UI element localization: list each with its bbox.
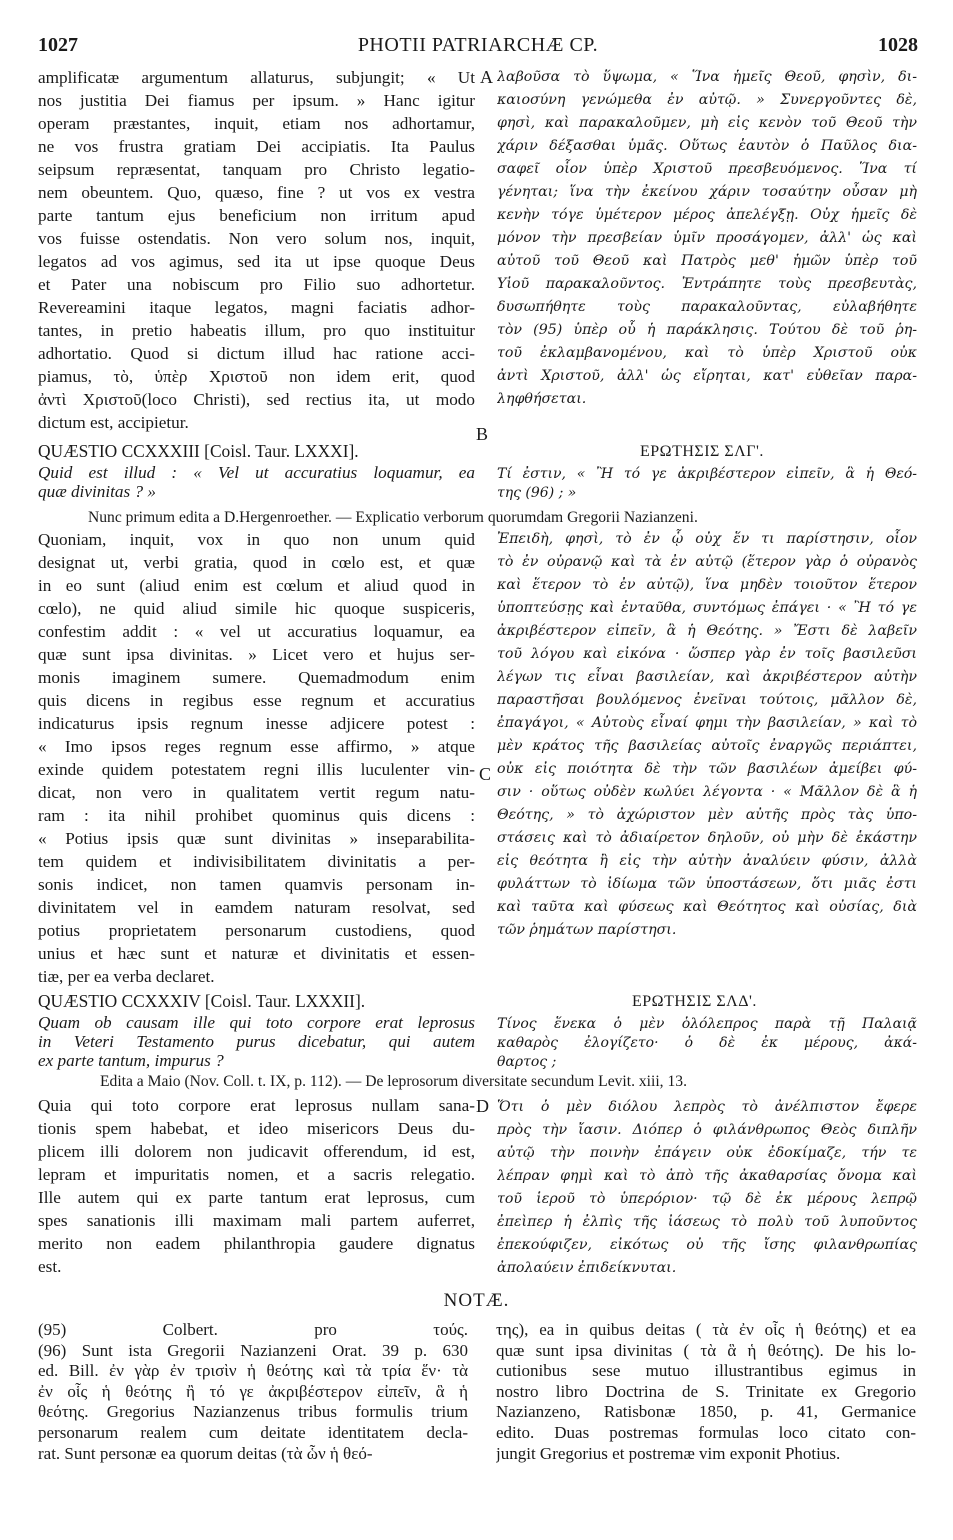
greek-text-line: δυσωπήθητε τοὺς παρακαλοῦντας, εὐλαβήθητε xyxy=(497,299,917,315)
latin-text-line: Ille autem qui ex parte tantum erat leprosus, cum xyxy=(38,1188,475,1207)
question-234-greek-title xyxy=(497,1015,917,1072)
greek-text-line: τῶν ῥημάτων παρίστησι. xyxy=(497,922,677,938)
latin-text-line: tem quidem et indivisibilitatem divinitatis a per- xyxy=(38,852,475,871)
greek-text-line: τοῦ ἐκλαμβανομένου, καὶ τὸ ὑπὲρ Χριστοῦ οὐκ xyxy=(497,345,917,361)
latin-text-line: nem obeuntem. Quo, quæso, fine ? ut vos ex vestra xyxy=(38,183,475,202)
greek-text-line: εἰς θεότητα ἢ εἰς τὴν αὐτὴν ἀναλύειν φύσιν, ἀλλὰ xyxy=(497,853,917,869)
footnote-line: nostro libro Doctrina de S. Trinitate ex Gregorio xyxy=(496,1381,916,1401)
footnote-line: quæ sunt ipsa divinitas ( τὰ ἃ ἡ θεότης). De his lo- xyxy=(496,1340,916,1360)
latin-text-line: et Pater una nobiscum pro Filio suo adhortetur. xyxy=(38,275,475,294)
latin-text-line: adhortatio. Quod si dictum illud hac ratione acci- xyxy=(38,344,475,363)
greek-text-line: Ὅτι ὁ μὲν διόλου λεπρὸς τὸ ἀνέλπιστον ἔφερε xyxy=(497,1099,917,1115)
latin-text-line: cœlo), ne quid aliud simile hic quoque suspiceris, xyxy=(38,599,475,618)
latin-text-line: « Potius ipsis quæ sunt divinitas » inseparabilita- xyxy=(38,829,475,848)
notes-heading: NOTÆ. xyxy=(443,1290,510,1311)
greek-text-line: ἐπεκούφιζεν, εἰκότως οὐ τῆς ἴσης φιλανθρωπίας xyxy=(497,1237,917,1253)
greek-text-line: τὸν (95) ὑπὲρ οὗ ἡ παράκλησις. Τούτου δὲ τοῦ ῥη- xyxy=(497,322,917,338)
question-title-line: in Veteri Testamento purus dicebatur, qui autem xyxy=(38,1032,475,1051)
greek-text-line: αὐτοῦ τοῦ Θεοῦ καὶ Πατρὸς μεθ' ἡμῶν ὑπὲρ τοῦ xyxy=(497,253,917,269)
greek-text-line: ὑποπτεύσῃς καὶ ἐνταῦθα, συντόμως ἐπάγει · « Ἢ τό γε xyxy=(497,600,917,616)
greek-text-line: γένηται; ἵνα τὴν ἐκείνου χάριν τοσαύτην οὖσαν μὴ xyxy=(497,184,917,200)
greek-text-line: σιν · οὕτως οὐδὲν κωλύει λέγοντα · « Μᾶλλον δὲ ἃ ἡ xyxy=(497,784,917,800)
footnote-line: edito. Duas postremas formulas loco citato con- xyxy=(496,1422,916,1442)
latin-text-line: tantes, in pretio habeatis illum, pro quo instituitur xyxy=(38,321,475,340)
question-233-edition-note: Nunc primum edita a D.Hergenroether. — Explicatio verborum quorumdam Gregorii Nazianzeni. xyxy=(88,509,698,526)
latin-text-line: quæ sunt ipsa divinitas. » Licet vero et hujus ser- xyxy=(38,645,475,664)
greek-text-line: ἀπολαύειν ἐπιδείκνυται. xyxy=(497,1260,677,1276)
greek-question-title-line: της (96) ; » xyxy=(497,485,577,501)
latin-text-line: designat ut, verbi gratia, quod in cœlo est, et quæ xyxy=(38,553,475,572)
footnote-line: personarum realem cum deitate identitatem decla- xyxy=(38,1422,468,1442)
footnote-line: ἐν οἷς ἡ θεότης ἢ τό γε ἀκριβέστερον εἰπεῖν, ἃ ἡ xyxy=(38,1381,468,1401)
greek-text-line: λαβοῦσα τὸ ὕψωμα, « Ἵνα ἡμεῖς Θεοῦ, φησὶν, δι- xyxy=(497,69,917,85)
question-234-edition-note: Edita a Maio (Nov. Coll. t. IX, p. 112). — De leprosorum diversitate secundum Levit. xiii, 13. xyxy=(100,1073,687,1090)
latin-text-line: exinde quidem potestatem regni illis luculenter vin- xyxy=(38,760,475,779)
greek-text-line: παραστῆσαι βουλόμενος ἐνεῖναι τούτοις, μᾶλλον δὲ, xyxy=(497,692,917,708)
greek-text-line: τοῦ ἱεροῦ τὸ ὑπερόριον· τῷ δὲ ἐκ μέρους λεπρῷ xyxy=(497,1191,917,1207)
page-header xyxy=(38,34,918,60)
greek-text-line: τὸ ἐν οὐρανῷ καὶ τὰ ἐν αὐτῷ (ἕτερον γὰρ ὁ οὐρανὸς xyxy=(497,554,917,570)
footnote-line: rat. Sunt personæ ea quorum deitas (τὰ ὧν ἡ θεό- xyxy=(38,1443,373,1463)
greek-column-bottom xyxy=(497,1096,917,1280)
greek-text-line: μόνον τὴν πρεσβείαν ὑμῖν προσάγομεν, ἀλλ' ὡς καὶ xyxy=(497,230,917,246)
greek-text-line: Θεότης, » τὸ ἀχώριστον μὲν αὐτῆς πρὸς τὰς ὑπο- xyxy=(497,807,917,823)
latin-text-line: indicaturus ipsis regnum inesse adjicere potest : xyxy=(38,714,475,733)
greek-text-line: φησὶ, καὶ παρακαλοῦμεν, μὴ εἰς κενὸν τοῦ Θεοῦ τὴν xyxy=(497,115,917,131)
footnote-line: cutionibus sese mutuo illustrantibus egimus in xyxy=(496,1361,916,1381)
question-title-line: quæ divinitas ? » xyxy=(38,482,156,501)
running-title: PHOTII PATRIARCHÆ CP. xyxy=(357,34,599,56)
footnote-line: της), ea in quibus deitas ( τὰ ἐν οἷς ἡ θεότης) et ea xyxy=(496,1320,916,1339)
greek-question-title-line: καθαρὸς ἐλογίζετο· ὁ δὲ ἐκ μέρους, ἀκά- xyxy=(497,1035,917,1051)
latin-text-line: tionis spem habebat, et ideo misericors Deus du- xyxy=(38,1119,475,1138)
latin-text-line: unius et hæc sunt et naturæ et divinitatis et essen- xyxy=(38,944,475,963)
footnote-line: jungit Gregorius et postremæ vim exponit Photius. xyxy=(496,1443,841,1463)
footnotes-right xyxy=(496,1320,916,1464)
latin-text-line: dicat, non vero in qualitatem vertit regum natu- xyxy=(38,783,475,802)
latin-text-line: quis dicens in regibus esse regnum et accuratius xyxy=(38,691,475,710)
footnote-line: θεότης. Gregorius Nazianzenus tribus formulis trium xyxy=(38,1402,468,1422)
latin-text-line: « Imo ipsos reges regnum esse affirmo, » atque xyxy=(38,737,475,756)
greek-column-top xyxy=(497,66,917,411)
latin-column-middle xyxy=(38,528,475,988)
footnote-line: (96) Sunt ista Gregorii Nazianzeni Orat. 39 p. 630 xyxy=(38,1340,468,1360)
greek-text-line: λέπραν φημὶ καὶ τὸ ἀπὸ τῆς ἀκαθαρσίας ὄνομα καὶ xyxy=(497,1168,917,1184)
latin-text-line: spes sanationis illi maximam mali partem auferret, xyxy=(38,1211,475,1230)
latin-text-line: monis imaginem sumere. Quemadmodum enim xyxy=(38,668,475,687)
latin-text-line: sonis indicet, non tamen quamvis personam in- xyxy=(38,875,475,894)
latin-text-line: tiæ, per ea verba declaret. xyxy=(38,967,215,986)
latin-text-line: vos fuisse ostendatis. Non vero solum nos, inquit, xyxy=(38,229,475,248)
greek-text-line: καὶ ἕτερον τὸ ἐν αὐτῷ), ἵνα μηδὲν τοιοῦτον ἕτερον xyxy=(497,577,917,593)
question-233-heading: QUÆSTIO CCXXXIII [Coisl. Taur. LXXXI]. xyxy=(38,441,359,461)
latin-text-line: piamus, τὸ, ὑπὲρ Χριστοῦ non idem erit, quod xyxy=(38,367,475,386)
greek-text-line: Ἐπειδὴ, φησὶ, τὸ ἐν ᾧ οὐχ ἕν τι παρίστησιν, οἷον xyxy=(497,531,917,547)
latin-text-line: dictum est, accipietur. xyxy=(38,413,189,432)
greek-text-line: καιοσύνη γενώμεθα ἐν αὐτῷ. » Συνεργοῦντες δὲ, xyxy=(497,92,917,108)
greek-text-line: κενὴν τόγε ὑμέτερον μέρος ἀπελέγξῃ. Οὐχ ἡμεῖς δὲ xyxy=(497,207,917,223)
greek-text-line: χάριν δέξασθαι ὑμᾶς. Οὕτως ἑαυτὸν ὁ Παῦλος δια- xyxy=(497,138,917,154)
greek-text-line: ἐπεὶπερ ἡ ἐλπὶς τῆς ἰάσεως τὸ πολὺ τοῦ λυποῦντος xyxy=(497,1214,917,1230)
footnote-line: Nazianzeno, Ratisbonæ 1850, p. 41, Germanice xyxy=(496,1402,916,1422)
page-number-right: 1028 xyxy=(878,34,918,56)
greek-question-title-line: Τίνος ἕνεκα ὁ μὲν ὁλόλεπρος παρὰ τῇ Παλαιᾷ xyxy=(497,1016,917,1032)
latin-text-line: parte tantum ejus beneficium non irritum apud xyxy=(38,206,475,225)
question-title-line: Quid est illud : « Vel ut accuratius loquamur, ea xyxy=(38,463,475,482)
latin-text-line: nos justitia Dei fiamus per ipsum. » Hanc igitur xyxy=(38,91,475,110)
question-234-greek-heading: ΕΡΩΤΗΣΙΣ ΣΛΔ'. xyxy=(632,993,757,1010)
question-title-line: ex parte tantum, impurus ? xyxy=(38,1051,224,1070)
latin-text-line: ἀντὶ Χριστοῦ(loco Christi), sed rectius ita, ut modo xyxy=(38,390,475,409)
latin-text-line: lepram et impuritatis nomen, et a sacris relegatio. xyxy=(38,1165,475,1184)
latin-text-line: Quoniam, inquit, vox in quo non unum quid xyxy=(38,530,475,549)
greek-text-line: σαφεῖ οἷον ὑπὲρ Χριστοῦ πρεσβευόμενος. Ἵνα τί xyxy=(497,161,917,177)
margin-marker-a: A xyxy=(480,67,493,87)
question-234-latin-title xyxy=(38,1013,475,1070)
latin-text-line: potius proprietatem personarum custodiens, quod xyxy=(38,921,475,940)
footnote-line: ed. Bill. ἐν γὰρ ἐν τρισὶν ἡ θεότης καὶ τὰ τρία ἕν· τὰ xyxy=(38,1361,468,1381)
latin-text-line: ne vos frustra gratiam Dei accipiatis. Ita Paulus xyxy=(38,137,475,156)
greek-text-line: στάσεις καὶ τὸ ἀδιαίρετον δηλοῦν, οὐ μὴν δὲ ἑκάστην xyxy=(497,830,917,846)
question-title-line: Quam ob causam ille qui toto corpore erat leprosus xyxy=(38,1013,475,1032)
greek-text-line: Υἱοῦ παρακαλοῦντος. Ἐντράπητε τοὺς πρεσβευτὰς, xyxy=(497,276,917,292)
greek-text-line: ἐπαγάγοι, « Αὐτοὺς εἶναί φημι τὴν βασιλείαν, » καὶ τὸ xyxy=(497,715,917,731)
latin-text-line: Quia qui toto corpore erat leprosus nullam sana- xyxy=(38,1096,475,1115)
latin-text-line: divinitatem vel in eamdem naturam resolvat, sed xyxy=(38,898,475,917)
greek-text-line: ἀκριβέστερον εἰπεῖν, ἃ ἡ Θεότης. » Ἔστι δὲ λαβεῖν xyxy=(497,623,917,639)
question-233-latin-title xyxy=(38,463,475,501)
latin-text-line: confestim addit : « vel ut accuratius loquamur, ea xyxy=(38,622,475,641)
question-234-heading: QUÆSTIO CCXXXIV [Coisl. Taur. LXXXII]. xyxy=(38,991,366,1011)
latin-column-top xyxy=(38,66,475,434)
margin-marker-b: B xyxy=(476,424,489,444)
margin-marker-c: C xyxy=(479,764,492,784)
latin-text-line: seipsum repræsentat, tanquam pro Christo legatio- xyxy=(38,160,475,179)
latin-text-line: legatos ad vos agimus, sed ita ut ipse quoque Deus xyxy=(38,252,475,271)
greek-text-line: αὐτῷ τὴν ποινὴν ἐπάγειν οὐκ ἐδοκίμαζε, τήν τε xyxy=(497,1145,917,1161)
greek-text-line: οὐκ εἰς ποιότητα δὲ τὴν τῶν βασιλέων ἀμείβει φύ- xyxy=(497,761,917,777)
greek-text-line: λέγων τις εἶναι βασιλείαν, καὶ ἀκριβέστερον αὐτὴν xyxy=(497,669,917,685)
latin-text-line: merito non eadem philanthropia gaudere dignatus xyxy=(38,1234,475,1253)
latin-text-line: est. xyxy=(38,1257,62,1276)
latin-text-line: Revereamini itaque legatos, magni faciatis adhor- xyxy=(38,298,475,317)
latin-text-line: ram : ita nihil prohibet quominus quis dicens : xyxy=(38,806,475,825)
latin-column-bottom xyxy=(38,1094,475,1278)
greek-column-middle xyxy=(497,528,917,942)
latin-text-line: plicem illi dolorem non judicavit offerendum, id est, xyxy=(38,1142,475,1161)
footnotes-left xyxy=(38,1320,468,1464)
greek-text-line: μὲν κράτος τῆς βασιλείας αὐτοῖς ἐναργῶς περιάπτει, xyxy=(497,738,917,754)
latin-text-line: amplificatæ argumentum allaturus, subjungit; « Ut xyxy=(38,68,475,87)
margin-marker-d: D xyxy=(476,1096,489,1116)
greek-text-line: ληφθήσεται. xyxy=(497,391,587,407)
greek-question-title-line: Τί ἐστιν, « Ἢ τό γε ἀκριβέστερον εἰπεῖν, ἃ ἡ Θεό- xyxy=(497,466,917,482)
greek-text-line: καὶ ταῦτα καὶ φύσεως καὶ Θεότητος καὶ οὐσίας, διὰ xyxy=(497,899,917,915)
latin-text-line: operam præstantes, inquit, etiam nos adhortamur, xyxy=(38,114,475,133)
page-number-left: 1027 xyxy=(38,34,78,56)
question-233-greek-heading: ΕΡΩΤΗΣΙΣ ΣΛΓ'. xyxy=(640,443,764,460)
footnote-line: (95) Colbert. pro τούς. xyxy=(38,1320,468,1339)
greek-text-line: φυλάττων τὸ ἰδίωμα τῶν ὑποστάσεων, ὅτι μιᾶς ἐστι xyxy=(497,876,917,892)
greek-text-line: τοῦ λόγου καὶ εἰκόνα · ὥσπερ γὰρ ἐν τοῖς βασιλεῦσι xyxy=(497,646,917,662)
greek-question-title-line: θαρτος ; xyxy=(497,1054,557,1070)
greek-text-line: ἀντὶ Χριστοῦ, ἀλλ' ὡς εἴρηται, κατ' εὐθεῖαν παρα- xyxy=(497,368,917,384)
latin-text-line: in eo sunt (aliud enim est cœlum et aliud quod in xyxy=(38,576,475,595)
question-233-greek-title xyxy=(497,465,917,503)
greek-text-line: πρὸς τὴν ἴασιν. Διόπερ ὁ φιλάνθρωπος Θεὸς διπλῆν xyxy=(497,1122,917,1138)
